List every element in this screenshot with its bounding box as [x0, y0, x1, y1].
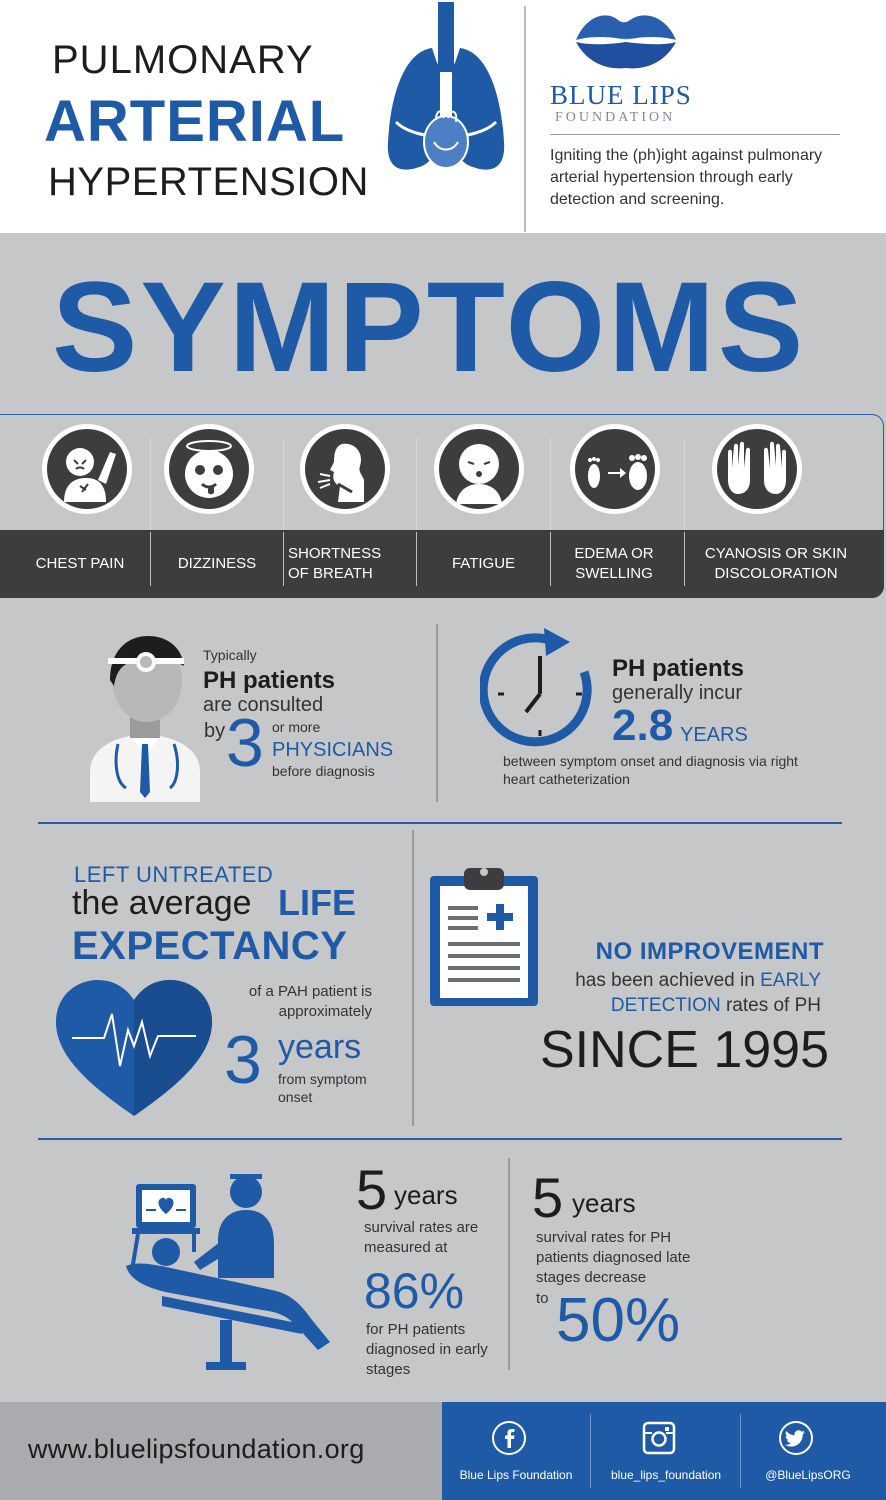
doctor-icon: [86, 632, 204, 802]
ph-patients-heading: PH patients: [203, 667, 336, 694]
the-average-text: the average: [72, 884, 252, 922]
symptom-label-fatigue: FATIGUE: [451, 555, 516, 572]
from-symptom-onset-text: from symptom onset: [278, 1071, 367, 1105]
shortness-of-breath-icon: [298, 422, 392, 516]
of-pah-patient-text: of a PAH patient is approximately: [248, 983, 372, 1020]
no-improvement-text: NO IMPROVEMENT: [595, 938, 824, 965]
survival-late-desc: survival rates for PH patients diagnosed late stages decrease: [536, 1229, 691, 1286]
heart-pulse-icon: [54, 978, 214, 1118]
edema-feet-icon: [568, 422, 662, 516]
title-line-2: ARTERIAL: [44, 89, 346, 154]
ph-patients-heading-2: PH patients: [612, 655, 745, 682]
are-consulted-text: are consulted: [203, 694, 324, 716]
symptoms-heading: SYMPTOMS: [52, 256, 807, 399]
title-line-3: HYPERTENSION: [48, 160, 369, 204]
website-link[interactable]: www.bluelipsfoundation.org: [28, 1434, 365, 1464]
survival-early-for: for PH patients diagnosed in early stages: [366, 1321, 488, 1378]
instagram-icon[interactable]: [641, 1420, 677, 1456]
title-line-1: PULMONARY: [52, 38, 314, 82]
lungs-heart-icon: [382, 2, 510, 182]
survival-late-percent: 50%: [556, 1286, 681, 1355]
survival-early-percent: 86%: [364, 1263, 465, 1319]
survival-early-desc: survival rates are measured at: [364, 1219, 479, 1256]
has-been-text: has been achieved in: [575, 970, 755, 991]
symptom-divider: [684, 438, 685, 530]
symptom-label-cyanosis: CYANOSIS OR SKIN DISCOLORATION: [704, 545, 848, 582]
tagline: Igniting the (ph)ight against pulmonary arterial hypertension through early detection and screening.: [550, 147, 823, 208]
chest-pain-icon: [40, 422, 134, 516]
symptom-label-shortness-of-breath: SHORTNESS OF BREATH: [288, 545, 382, 582]
generally-incur-text: generally incur: [612, 682, 743, 704]
left-untreated-text: LEFT UNTREATED: [74, 862, 274, 887]
twitter-icon[interactable]: [778, 1420, 814, 1456]
life-years-count: 3: [224, 1022, 262, 1098]
years-unit: YEARS: [680, 724, 748, 746]
expectancy-text: EXPECTANCY: [72, 924, 348, 968]
years-count: 2.8: [612, 701, 674, 750]
by-text: by: [204, 720, 226, 742]
vertical-divider: [412, 830, 414, 1126]
patient-monitor-icon: [122, 1170, 344, 1378]
physicians-text: PHYSICIANS: [272, 739, 394, 761]
footer-divider: [740, 1414, 741, 1488]
symptom-label-chest-pain: CHEST PAIN: [35, 555, 125, 572]
brand-divider: [550, 134, 840, 135]
cyanosis-hands-icon: [710, 422, 804, 516]
before-diagnosis-text: before diagnosis: [272, 763, 375, 779]
early-text: EARLY: [760, 970, 821, 991]
rates-of-ph-text: rates of PH: [725, 995, 821, 1016]
brand-subtitle: FOUNDATION: [555, 110, 676, 125]
vertical-divider: [436, 624, 438, 802]
or-more-text: or more: [272, 719, 321, 735]
horizontal-divider: [38, 822, 842, 824]
since-1995-text: SINCE 1995: [539, 1021, 829, 1079]
symptom-divider: [684, 532, 685, 586]
typically-text: Typically: [203, 647, 257, 663]
twitter-link[interactable]: @BlueLipsORG: [765, 1468, 851, 1482]
early-detection-text: [450, 968, 821, 1018]
horizontal-divider: [38, 1138, 842, 1140]
symptom-label-dizziness: DIZZINESS: [177, 555, 257, 572]
symptom-divider: [283, 438, 284, 530]
survival-early-years-count: 5: [356, 1158, 388, 1221]
facebook-link[interactable]: Blue Lips Foundation: [459, 1468, 573, 1482]
symptom-divider: [550, 438, 551, 530]
symptom-divider: [283, 532, 284, 586]
symptom-label-edema: EDEMA OR SWELLING: [574, 545, 654, 582]
brand-name: BLUE LIPS: [550, 80, 692, 110]
instagram-link[interactable]: blue_lips_foundation: [610, 1468, 722, 1482]
footer-divider: [590, 1414, 591, 1488]
physicians-count: 3: [226, 705, 264, 781]
detection-text: DETECTION: [610, 995, 721, 1016]
symptom-divider: [550, 532, 551, 586]
dizziness-icon: [162, 422, 256, 516]
blue-lips-logo-icon: [572, 6, 680, 72]
clock-icon: [480, 628, 600, 750]
survival-late-years-count: 5: [532, 1166, 564, 1229]
header-divider: [524, 6, 526, 232]
survival-late-years-unit: years: [572, 1188, 636, 1218]
symptom-divider: [150, 438, 151, 530]
life-text: LIFE: [278, 882, 356, 923]
facebook-icon[interactable]: [491, 1420, 527, 1456]
life-years-unit: years: [278, 1028, 362, 1066]
survival-late-to: to: [536, 1290, 549, 1307]
symptom-divider: [416, 438, 417, 530]
fatigue-icon: [432, 422, 526, 516]
survival-early-years-unit: years: [394, 1180, 458, 1210]
between-onset-text: between symptom onset and diagnosis via right heart catheterization: [503, 753, 798, 787]
vertical-divider: [508, 1158, 510, 1370]
